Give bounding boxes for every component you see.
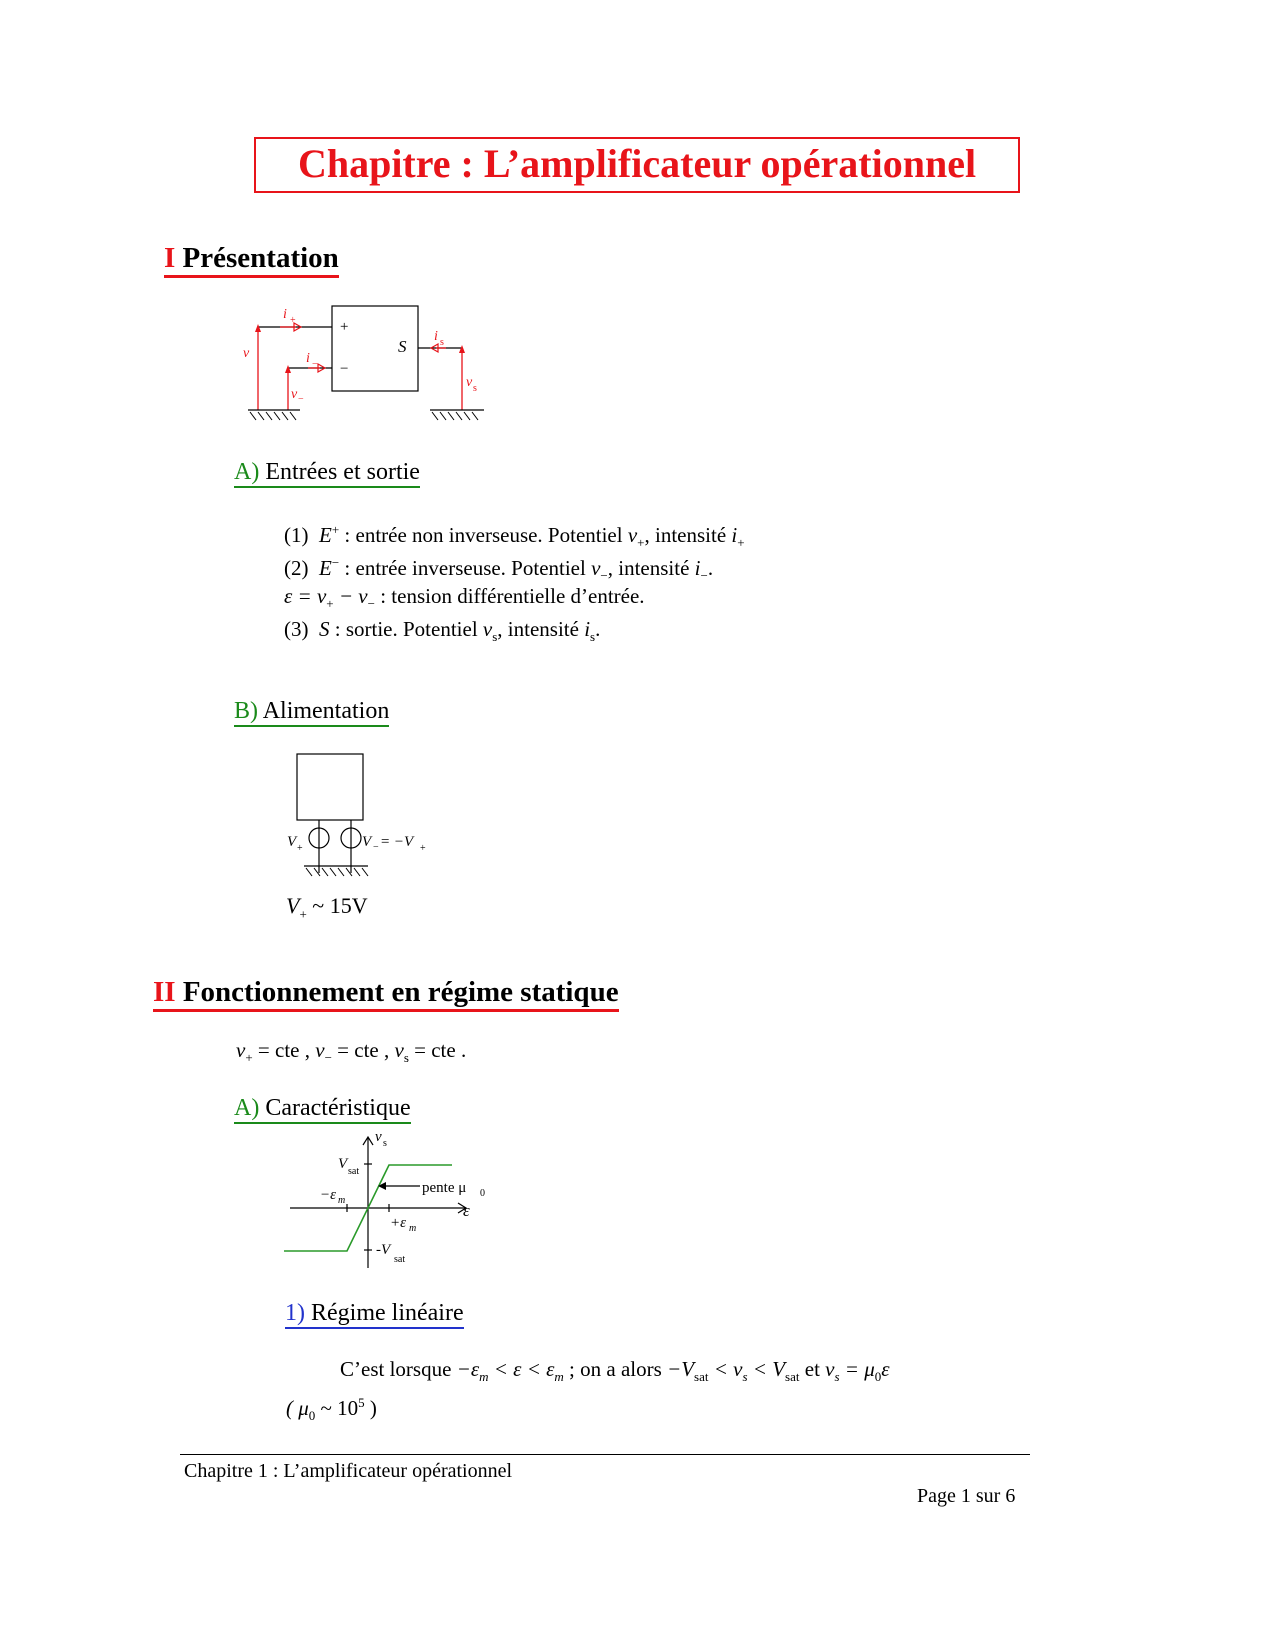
label-i-s: i [434,329,438,344]
label-slope-sub: 0 [480,1188,485,1199]
static-conditions: $v_+$ = cte , $v_-$ = cte , $v_s$ = cte . [236,1038,467,1066]
section-heading-presentation: I Présentation [164,242,339,278]
page-title-text: Chapitre : L’amplificateur opérationnel [297,141,977,186]
label-plus-em: +ε [390,1215,407,1231]
label-minus-em: −ε [320,1187,337,1203]
label-v-minus: v [291,387,298,402]
label-vsat-sub: sat [348,1166,360,1177]
label-i-minus: i [306,351,310,366]
label-i-plus: i [283,307,287,322]
svg-text:+: + [297,843,303,854]
svg-text:s: s [473,383,477,394]
linear-regime-gain: ( $\mu_0$ ~ $10^5$ ) [286,1395,377,1424]
page-title [254,137,1020,193]
label-V-plus: V [287,834,297,850]
label-v-plus: v [243,346,250,361]
x-axis-label: ε [463,1201,470,1220]
footer-page-number: Page 1 sur 6 [917,1485,1016,1507]
svg-text:+: + [420,843,426,854]
label-plus-em-sub: m [409,1223,417,1234]
entry-line-3: $\varepsilon = v_+ - v_-$ : tension différentielle d’entrée. [284,584,645,612]
svg-text:−: − [298,394,304,405]
subsubsection-heading-lineaire: 1) Régime linéaire [285,1299,464,1329]
svg-text:= −V: = −V [380,834,414,850]
label-S: S [398,337,407,356]
entry-line-2: (2) E− : entrée inverseuse. Potentiel $v_-$, intensité $i_-$. [284,555,714,584]
opamp-diagram [240,300,500,430]
svg-text:−: − [312,359,318,370]
characteristic-chart [280,1128,500,1273]
slope-arrowhead [378,1182,386,1190]
svg-text:s: s [440,337,444,348]
entry-line-1: (1) E+ : entrée non inverseuse. Potentiel $v_+$, intensité $i_+$ [284,522,745,551]
label-minus-em-sub: m [338,1195,346,1206]
label-vsat: V [338,1156,348,1172]
svg-text:−: − [373,842,379,853]
subsection-heading-entrees: A) Entrées et sortie [234,458,420,488]
svg-text:+: + [290,315,296,326]
subsection-heading-alimentation: B) Alimentation [234,697,389,727]
linear-regime-text: C’est lorsque $-\varepsilon_m < \varepsilon < \varepsilon_m$ ; on a alors $-V_{sat} < v_s < V_{sat}$ et $v_s = \mu_0\varepsilon$ [340,1357,890,1385]
y-axis-label-sub: s [383,1138,387,1149]
label-minus-terminal: − [340,361,349,377]
y-axis-label: v [375,1129,382,1145]
footer-rule [180,1454,1030,1455]
entry-line-4: (3) S : sortie. Potentiel $v_s$, intensité $i_s$. [284,617,601,645]
label-v-s: v [466,375,473,390]
footer-chapter: Chapitre 1 : L’amplificateur opérationnel [184,1460,513,1482]
label-minus-vsat: -V [376,1242,391,1258]
section-heading-static: II Fonctionnement en régime statique [153,976,619,1012]
subsection-heading-caracteristique: A) Caractéristique [234,1094,411,1124]
label-slope: pente μ [422,1180,467,1196]
label-plus-terminal: + [340,319,349,335]
supply-voltage-value: $V_+$ ~ 15V [286,893,368,922]
label-V-minus: V [362,834,372,850]
power-supply-diagram [282,748,442,888]
label-minus-vsat-sub: sat [394,1254,406,1265]
